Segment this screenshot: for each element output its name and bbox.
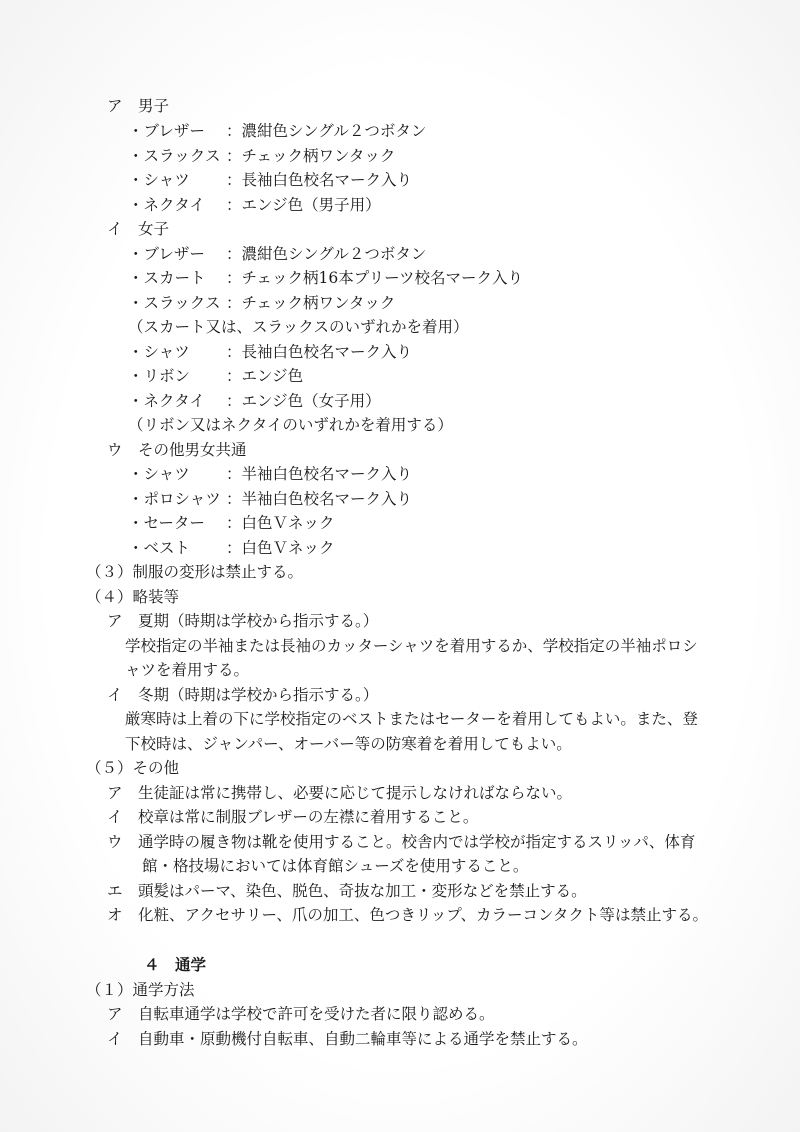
- item-label: ・ブレザー: [128, 122, 205, 140]
- rule-item: イ 校章は常に制服ブレザーの左襟に着用すること。: [107, 808, 479, 826]
- section-5-heading: （５）その他: [86, 759, 180, 777]
- item-value: ：長袖白色校名マーク入り: [226, 171, 413, 189]
- uniform-item: [128, 268, 523, 288]
- uniform-item: [128, 391, 381, 411]
- item-value: ：チェック柄ワンタック: [226, 147, 396, 165]
- item-value: ：エンジ色（男子用）: [226, 196, 381, 214]
- commute-item: イ 自動車・原動機付自転車、自動二輪車等による通学を禁止する。: [107, 1030, 588, 1048]
- rule-item: オ 化粧、アクセサリー、爪の加工、色つきリップ、カラーコンタクト等は禁止する。: [107, 906, 708, 924]
- winter-heading: イ 冬期（時期は学校から指示する。）: [107, 686, 379, 704]
- common-heading: ウ その他男女共通: [107, 441, 247, 459]
- uniform-item: [128, 342, 412, 362]
- item-label: ・ベスト: [128, 539, 191, 557]
- summer-body-line: 学校指定の半袖または長袖のカッターシャツを着用するか、学校指定の半袖ポロシ: [125, 637, 698, 655]
- rule-item: エ 頭髪はパーマ、染色、脱色、奇抜な加工・変形などを禁止する。: [107, 882, 587, 900]
- rule-item-continued: 館・格技場においては体育館シューズを使用すること。: [142, 857, 529, 875]
- item-value: ：半袖白色校名マーク入り: [226, 465, 413, 483]
- item-label: ・スラックス: [128, 294, 221, 312]
- item-label: ・ネクタイ: [128, 196, 205, 214]
- uniform-item: [128, 195, 381, 215]
- uniform-item: [128, 146, 395, 166]
- uniform-item: [128, 170, 412, 190]
- item-value: ：白色Ｖネック: [226, 514, 335, 532]
- rule-item: ウ 通学時の履き物は靴を使用すること。校舎内では学校が指定するスリッパ、体育: [107, 833, 696, 851]
- girls-heading: イ 女子: [107, 220, 170, 238]
- item-label: ・ブレザー: [128, 245, 205, 263]
- uniform-item: [128, 513, 335, 533]
- item-value: ：長袖白色校名マーク入り: [226, 343, 413, 361]
- item-value: ：チェック柄ワンタック: [226, 294, 396, 312]
- section-4-heading: （４）略装等: [86, 588, 180, 606]
- item-label: ・ポロシャツ: [128, 490, 221, 508]
- summer-heading: ア 夏期（時期は学校から指示する。）: [107, 612, 379, 630]
- winter-body-line: 下校時は、ジャンパー、オーバー等の防寒着を着用してもよい。: [125, 735, 572, 753]
- item-value: ：白色Ｖネック: [226, 539, 335, 557]
- item-label: ・シャツ: [128, 171, 190, 189]
- uniform-item: [128, 489, 412, 509]
- item-value: ：濃紺色シングル２つボタン: [226, 245, 427, 263]
- item-value: ：チェック柄16本プリーツ校名マーク入り: [226, 269, 524, 287]
- item-value: ：エンジ色（女子用）: [226, 392, 381, 410]
- item-label: ・シャツ: [128, 465, 190, 483]
- girls-note-skirt-or-slacks: （スカート又は、スラックスのいずれかを着用）: [128, 318, 469, 336]
- uniform-item: [128, 121, 426, 141]
- boys-heading: ア 男子: [107, 97, 170, 115]
- summer-body-line: ャツを着用する。: [125, 661, 250, 679]
- uniform-item: [128, 464, 412, 484]
- winter-body-line: 厳寒時は上着の下に学校指定のベストまたはセーターを着用してもよい。また、登: [125, 710, 698, 728]
- section-3: （３）制服の変形は禁止する。: [86, 563, 304, 581]
- item-value: ：濃紺色シングル２つボタン: [226, 122, 427, 140]
- item-value: ：エンジ色: [226, 367, 304, 385]
- item-label: ・リボン: [128, 367, 191, 385]
- commute-item: ア 自転車通学は学校で許可を受けた者に限り認める。: [107, 1005, 495, 1023]
- item-label: ・セーター: [128, 514, 205, 532]
- uniform-item: [128, 244, 426, 264]
- item-value: ：半袖白色校名マーク入り: [226, 490, 413, 508]
- chapter-4-title: ４ 通学: [144, 955, 207, 974]
- commute-method-heading: （１）通学方法: [86, 981, 195, 999]
- uniform-item: [128, 293, 395, 313]
- uniform-item: [128, 538, 335, 558]
- item-label: ・ネクタイ: [128, 392, 205, 410]
- girls-note-ribbon-or-tie: （リボン又はネクタイのいずれかを着用する）: [128, 416, 453, 434]
- uniform-item: [128, 366, 303, 386]
- rule-item: ア 生徒証は常に携帯し、必要に応じて提示しなければならない。: [107, 784, 573, 802]
- item-label: ・シャツ: [128, 343, 190, 361]
- item-label: ・スカート: [128, 269, 206, 287]
- item-label: ・スラックス: [128, 147, 221, 165]
